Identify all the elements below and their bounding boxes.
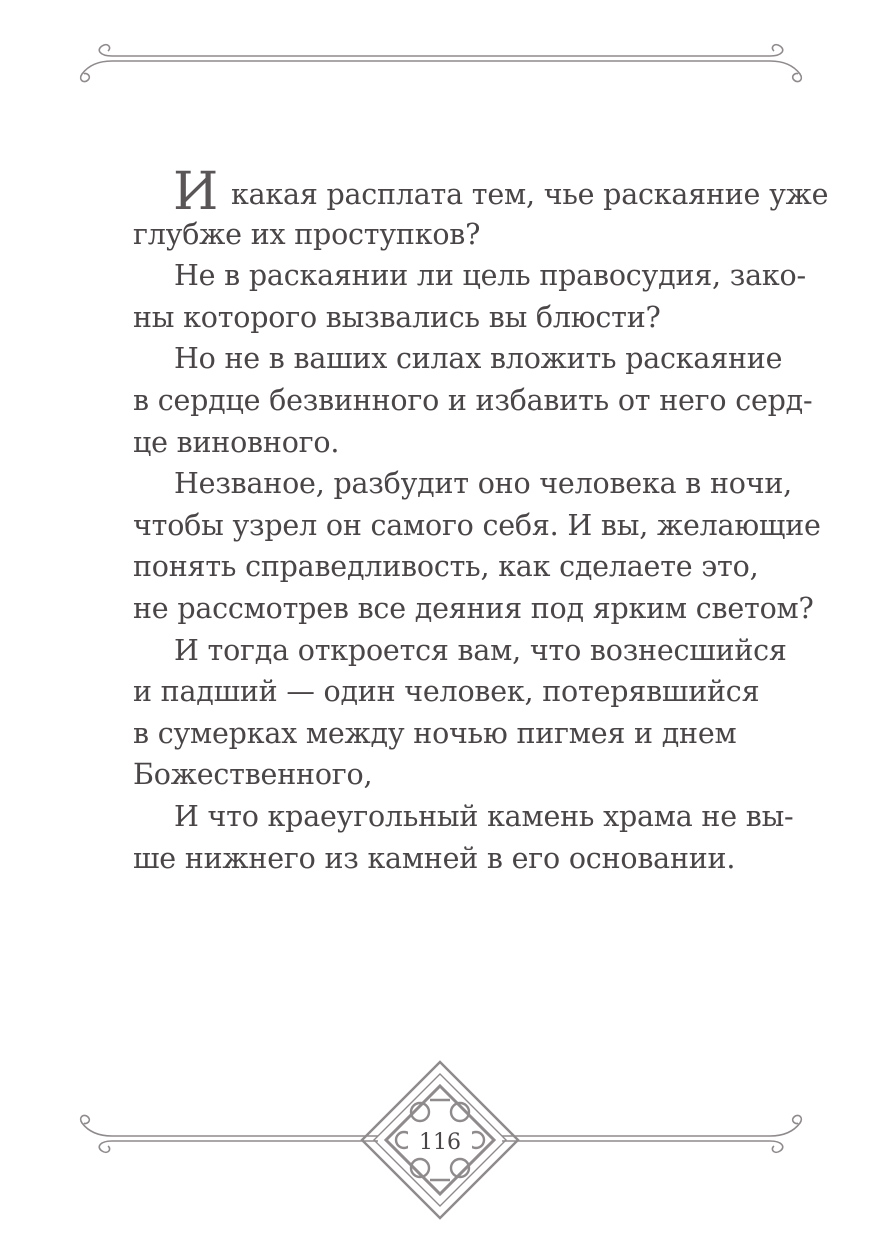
text-line-2: глубже их проступков?	[133, 217, 481, 251]
text-line-5: Но не в ваших силах вложить раскаяние	[174, 342, 783, 376]
text-line-6: в сердце безвинного и избавить от него серд-	[133, 383, 813, 417]
top-right-scroll	[770, 45, 801, 82]
text-line-17: ше нижнего из камней в его основании.	[133, 841, 736, 875]
text-line-14: в сумерках между ночью пигмея и днем	[133, 716, 737, 750]
text-line-7: це виновного.	[133, 425, 340, 459]
text-line-13: и падший — один человек, потерявшийся	[133, 675, 760, 709]
top-left-scroll	[81, 45, 112, 82]
top-border-rule	[112, 56, 770, 61]
text-line-4: ны которого вызвались вы блюсти?	[133, 300, 661, 334]
text-line-1: И какая расплата тем, чье раскаяние уже	[133, 172, 773, 214]
text-line-16: И что краеугольный камень храма не вы-	[174, 799, 794, 833]
text-line-3: Не в раскаянии ли цель правосудия, зако-	[174, 259, 806, 293]
drop-cap: И	[173, 162, 219, 222]
text-line-10: понять справедливость, как сделаете это,	[133, 550, 759, 584]
text-line-11: не рассмотрев все деяния под ярким светом?	[133, 591, 814, 625]
text-line-15: Божественного,	[133, 758, 373, 792]
text-line-12: И тогда откроется вам, что вознесшийся	[174, 633, 787, 667]
page-number: 116	[419, 1130, 461, 1155]
body-text	[133, 162, 829, 879]
text-line-9: чтобы узрел он самого себя. И вы, желающие	[133, 508, 821, 542]
text-line-8: Незваное, разбудит оно человека в ночи,	[174, 467, 792, 501]
bottom-right-scroll	[770, 1115, 801, 1152]
bottom-border-rule-right	[502, 1136, 770, 1141]
bottom-left-scroll	[81, 1115, 112, 1152]
bottom-border-rule-left	[112, 1136, 378, 1141]
